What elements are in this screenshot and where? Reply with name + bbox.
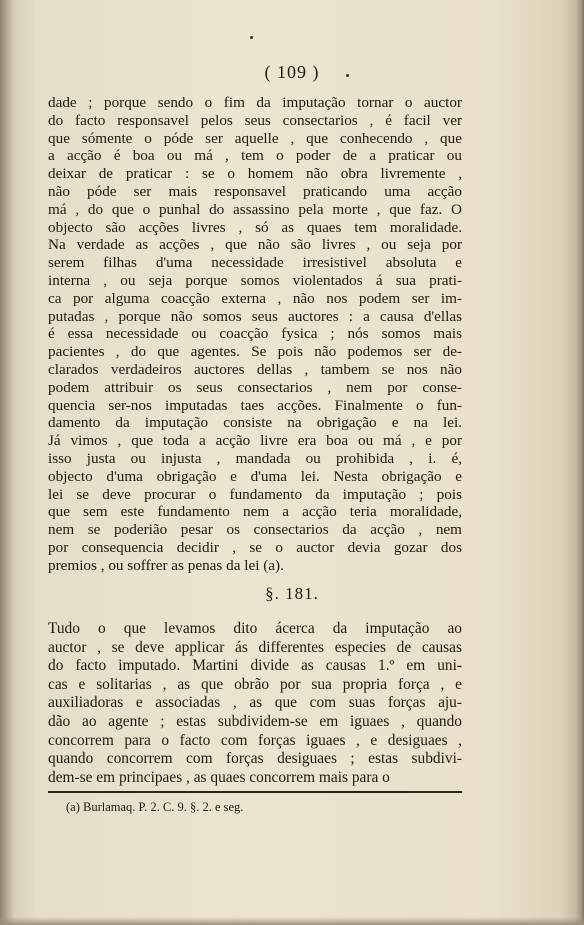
text-line: do facto responsavel pelos seus consectarios , é facil ver [48,111,462,129]
ink-speck [250,36,253,39]
text-line: dão ao agente ; estas subdividem-se em iguaes , quando [48,712,462,730]
text-line: concorrem para o facto com forças iguaes , e desiguaes , [48,731,462,749]
text-line: interna , ou seja porque somos violentados á sua prati- [48,271,462,289]
text-line: deixar de praticar : se o homem não obra livremente , [48,165,462,183]
text-line: do facto imputado. Martini divide as causas 1.º em uni- [48,657,462,675]
text-line: putadas , porque não somos seus auctores : a causa d'ellas [48,307,462,325]
text-line: a acção é boa ou má , tem o poder de a praticar ou [48,147,462,165]
text-line: premios , ou soffrer as penas da lei (a). [48,556,284,574]
text-line: Na verdade as acções , que não são livres , ou seja por [48,236,462,254]
text-line: objecto são acções livres , só as quaes tem moralidade. [48,218,462,236]
text-line: damento da imputação consiste na obrigação e na lei. [48,414,462,432]
paragraph-section-181 [48,620,462,787]
text-line: não póde ser mais responsavel praticando uma acção [48,182,462,200]
text-line: podem attribuir os seus consectarios , nem por conse- [48,378,462,396]
page-edge-shadow [576,0,584,925]
text-line: dade ; porque sendo o fim da imputação tornar o auctor [48,94,462,111]
text-line: auxiliadoras e associadas , as que com suas forças aju- [48,694,462,712]
text-line: isso justa ou injusta , mandada ou prohibida , i. é, [48,449,462,467]
page-bottom-shadow [0,917,584,925]
text-line: que sómente o póde ser aquelle , que conhecendo , que [48,129,462,147]
paragraph-main-text [48,94,462,575]
book-spine-shadow [0,0,14,925]
text-line: Tudo o que levamos dito ácerca da imputação ao [48,620,462,637]
text-line: é essa necessidade ou coacção fysica ; nós somos mais [48,325,462,343]
text-line: serem filhas d'uma necessidade irresistivel absoluta e [48,254,462,272]
text-line: ca por alguma coacção externa , não nos podem ser im- [48,289,462,307]
text-line: cas e solitarias , as que obrão por sua propria força , e [48,675,462,693]
text-line: nem se poderião pesar os consectarios da acção , nem [48,521,462,539]
page-number: ( 109 ) [264,62,320,82]
text-line: que sem este fundamento nem a acção teria moralidade, [48,503,462,521]
footnote: (a) Burlamaq. P. 2. C. 9. §. 2. e seg. [66,800,244,814]
text-line: pacientes , do que agentes. Se pois não podemos ser de- [48,343,462,361]
text-line: má , do que o punhal do assassino pela morte , que faz. O [48,200,462,218]
text-line: dem-se em principaes , as quaes concorrem mais para o [48,768,390,786]
text-line: lei se deve procurar o fundamento da imputação ; pois [48,485,462,503]
text-line: Já vimos , que toda a acção livre era boa ou má , e por [48,432,462,450]
text-line: clarados verdadeiros auctores dellas , tambem se nos não [48,360,462,378]
footnote-rule [48,791,462,793]
text-line: por consequencia decidir , se o auctor devia gozar dos [48,538,462,556]
text-line: objecto d'uma obrigação e d'uma lei. Nesta obrigação e [48,467,462,485]
text-line: auctor , se deve applicar ás differentes especies de causas [48,638,462,656]
text-line: quando concorrem com forças desiguaes ; estas subdivi- [48,750,462,768]
text-line: quencia ser-nos imputadas taes acções. Finalmente o fun- [48,396,462,414]
section-heading: §. 181. [265,584,319,603]
